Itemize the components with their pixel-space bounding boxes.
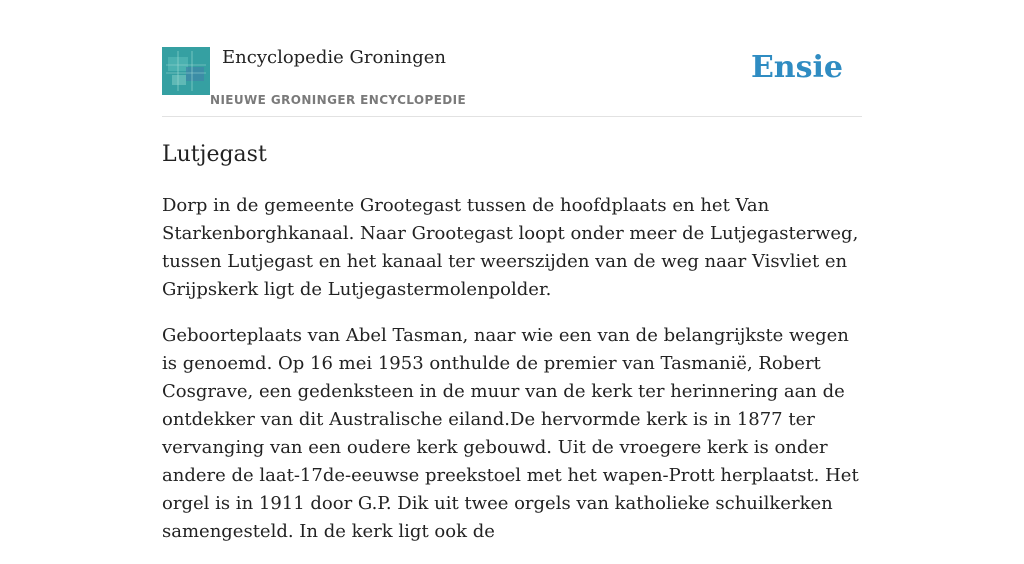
article-paragraph: Geboorteplaats van Abel Tasman, naar wie een van de belangrijkste wegen is genoemd. Op 16 mei 1953 onthulde de premier van Tasmanië, Robert Cosgrave, een gedenksteen in de muur van de kerk ter herinnering aan de ontdekker van dit Australische eiland.De hervormde kerk is in 1877 ter vervanging van een oudere kerk gebouwd. Uit de vroegere kerk is onder andere de laat-17de-eeuwse preekstoel met het wapen-Prott herplaatst. Het orgel is in 1911 door G.P. Dik uit twee orgels van katholieke schuilkerken samengesteld. In de kerk ligt ook de	[162, 325, 859, 542]
page	[162, 0, 862, 542]
article-paragraph: Dorp in de gemeente Grootegast tussen de hoofdplaats en het Van Starkenborghkanaal. Naar Grootegast loopt onder meer de Lutjegasterweg, tussen Lutjegast en het kanaal ter weerszijden van de weg naar Visvliet en Grijpskerk ligt de Lutjegastermolenpolder.	[162, 195, 859, 300]
site-header	[162, 0, 862, 117]
encyclopedia-logo-icon[interactable]	[162, 47, 210, 95]
map-thumbnail-icon	[162, 47, 210, 95]
site-subtitle: NIEUWE GRONINGER ENCYCLOPEDIE	[210, 93, 467, 107]
ensie-brand-link[interactable]: Ensie	[750, 50, 843, 85]
article-body	[162, 192, 862, 564]
page-title: Lutjegast	[162, 142, 267, 167]
site-title[interactable]: Encyclopedie Groningen	[222, 47, 447, 68]
